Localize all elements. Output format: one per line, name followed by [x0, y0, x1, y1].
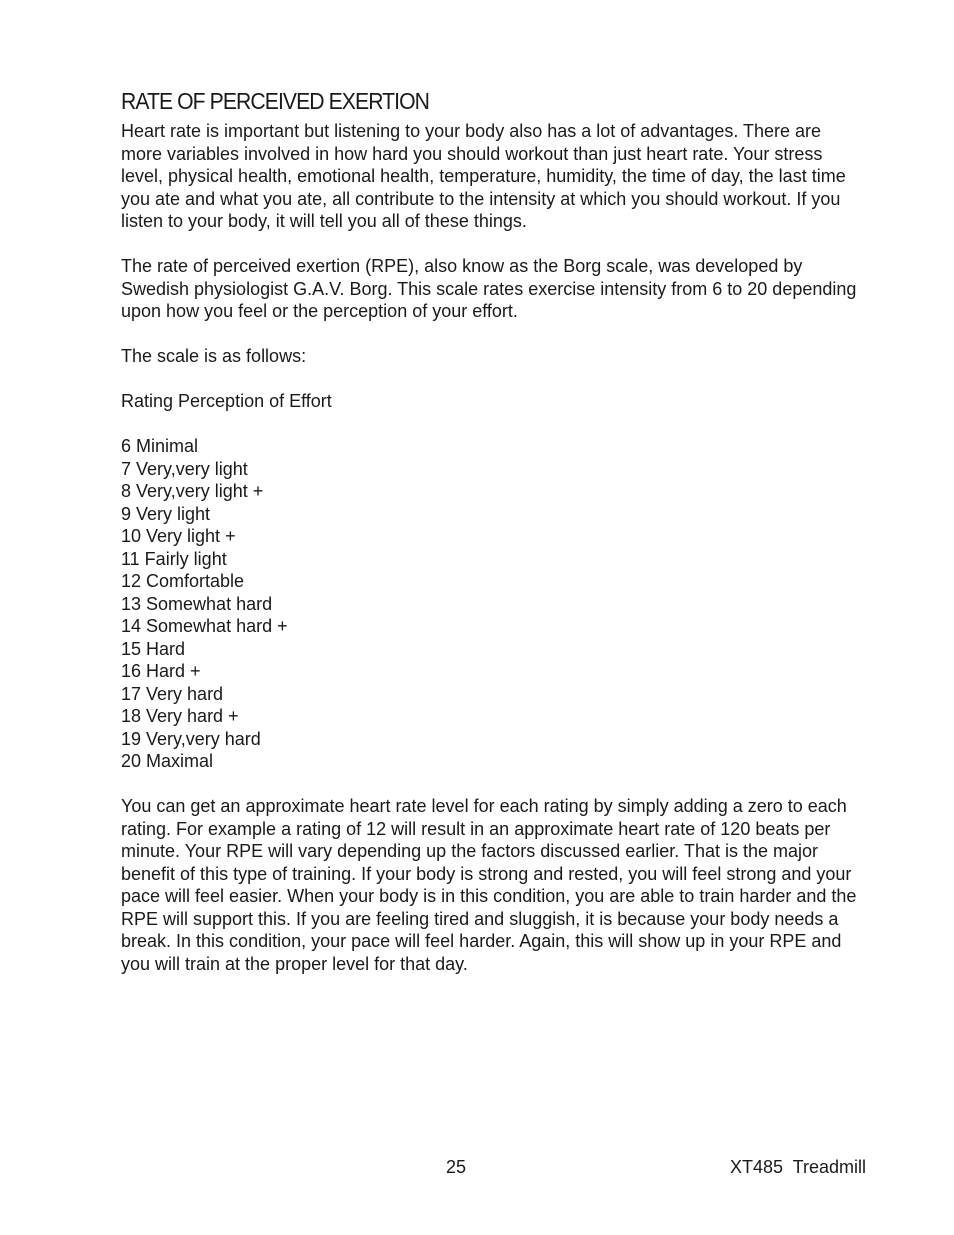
- list-item: 8 Very,very light +: [121, 481, 264, 501]
- list-item: 9 Very light: [121, 503, 211, 524]
- list-item: 14 Somewhat hard +: [121, 616, 288, 636]
- page-content: [121, 86, 866, 975]
- list-item: 16 Hard +: [121, 661, 201, 681]
- list-item: 19 Very,very hard: [121, 728, 261, 749]
- outro-paragraph: You can get an approximate heart rate level for each rating by simply adding a zero to each rating. For example a rating of 12 will result in an approximate heart rate of 120 beats per minute. Your RPE will vary depending up the factors discussed earlier. That is the major benefit of this type of training. If your body is strong and rested, you will feel strong and your pace will feel easier. When your body is in this condition, you are able to train harder and the RPE will support this. If you are feeling tired and sluggish, it is because your body needs a break. In this condition, your pace will feel harder. Again, this will show up in your RPE and you will train at the proper level for that day.: [121, 796, 857, 974]
- borg-paragraph: The rate of perceived exertion (RPE), also know as the Borg scale, was developed by Swedish physiologist G.A.V. Borg. This scale rates exercise intensity from 6 to 20 depending upon how you feel or the perception of your effort.: [121, 256, 857, 321]
- list-item: 11 Fairly light: [121, 548, 227, 569]
- page-number: 25: [446, 1157, 467, 1177]
- list-item: 12 Comfortable: [121, 571, 245, 591]
- list-item: 20 Maximal: [121, 751, 214, 771]
- section-heading: RATE OF PERCEIVED EXERTION: [121, 88, 430, 114]
- list-item: 17 Very hard: [121, 683, 224, 704]
- scale-header: Rating Perception of Effort: [121, 391, 332, 411]
- rpe-scale-list: [121, 435, 866, 773]
- list-item: 13 Somewhat hard: [121, 593, 273, 614]
- intro-paragraph: Heart rate is important but listening to your body also has a lot of advantages. There are more variables involved in how hard you should workout than just heart rate. Your stress level, physical health, emotional health, temperature, humidity, the time of day, the last time you ate and what you ate, all contribute to the intensity at which you should workout. If you listen to your body, it will tell you all of these things.: [121, 121, 846, 231]
- document-title: XT485 Treadmill: [729, 1157, 866, 1177]
- list-item: 6 Minimal: [121, 436, 199, 456]
- list-item: 10 Very light +: [121, 526, 236, 546]
- list-item: 18 Very hard +: [121, 706, 239, 726]
- list-item: 7 Very,very light: [121, 458, 248, 479]
- list-item: 15 Hard: [121, 638, 186, 659]
- scale-intro: The scale is as follows:: [121, 346, 307, 366]
